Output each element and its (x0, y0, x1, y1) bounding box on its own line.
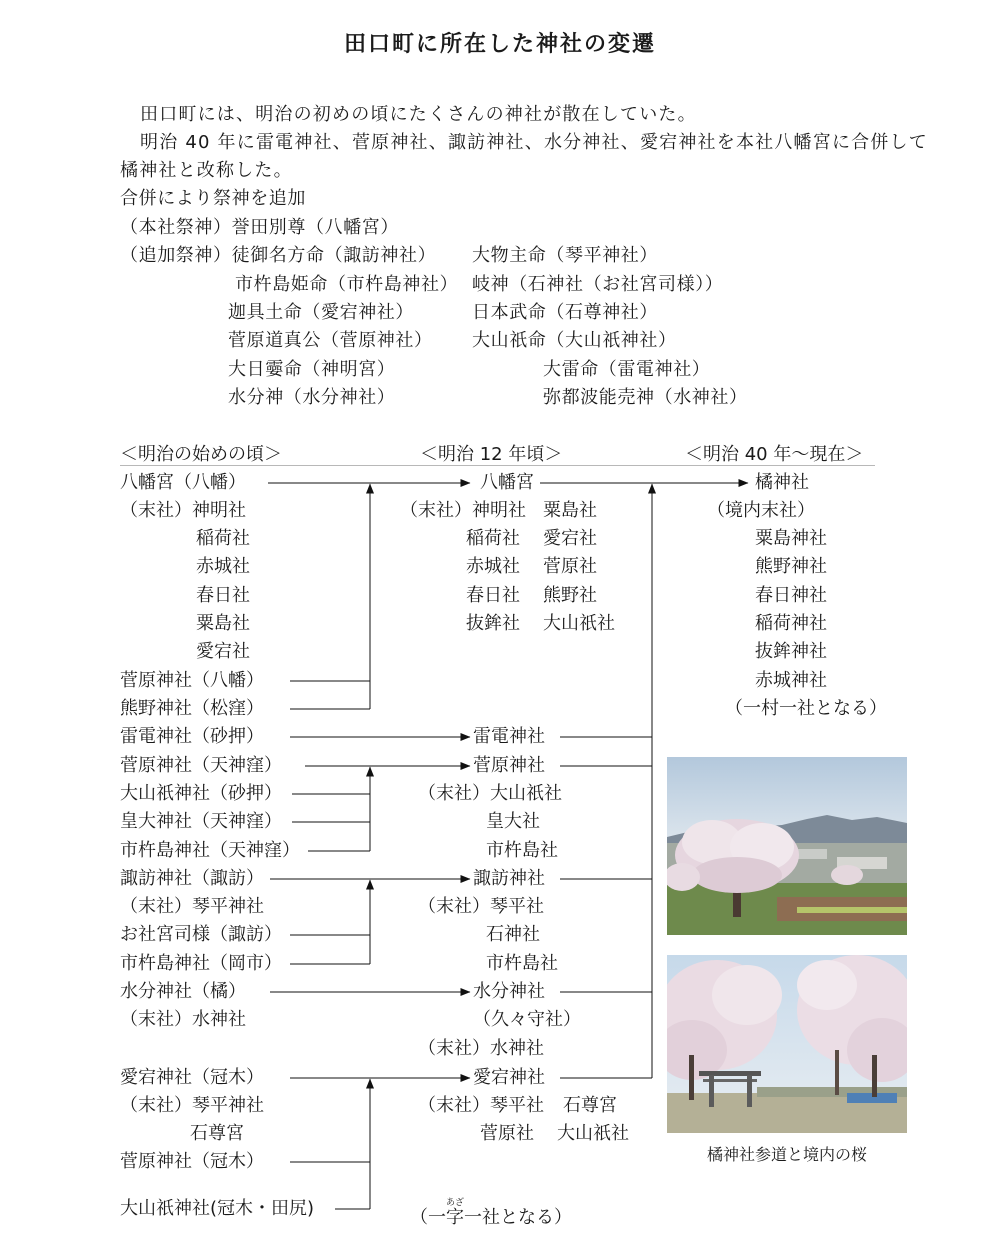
added-deity: 迦具土命（愛宕神社） (228, 302, 414, 323)
photo-caption: 橘神社参道と境内の桜 (706, 1145, 867, 1164)
early-shrine: 雷電神社（砂押） (120, 726, 264, 747)
added-deity: 大雷命（雷電神社） (543, 359, 711, 380)
meiji12-shrine: 八幡宮 (480, 472, 534, 493)
present-shrine: 橘神社 (755, 472, 809, 493)
meiji12-shrine: 春日社 (466, 585, 520, 606)
early-shrine: （末社）琴平神社 (120, 1095, 264, 1116)
early-shrine: 赤城社 (196, 556, 250, 577)
early-shrine: （末社）神明社 (120, 500, 246, 521)
meiji12-shrine: 石尊宮 (563, 1095, 617, 1116)
intro-line: 明治 40 年に雷電神社、菅原神社、諏訪神社、水分神社、愛宕神社を本社八幡宮に合併して (140, 132, 928, 153)
meiji12-shrine: （末社）琴平社 (418, 1095, 544, 1116)
early-shrine: 菅原神社（冠木） (120, 1151, 264, 1172)
period-header-present: ＜明治 40 年～現在＞ (685, 444, 864, 465)
present-shrine: 熊野神社 (755, 556, 827, 577)
shrine-photo-graphic (667, 955, 907, 1133)
aza-reading: あざ (446, 1198, 465, 1208)
meiji12-shrine: 皇大社 (486, 811, 540, 832)
early-shrine: 八幡宮（八幡） (120, 472, 246, 493)
meiji12-shrine: 市杵島社 (486, 953, 558, 974)
added-deity: 日本武命（石尊神社） (472, 302, 658, 323)
present-shrine: 春日神社 (755, 585, 827, 606)
early-shrine: お社宮司様（諏訪） (120, 924, 282, 945)
meiji12-shrine: 稲荷社 (466, 528, 520, 549)
added-deity: 岐神（石神社（お社宮司様）） (472, 274, 724, 295)
meiji12-shrine: （末社）神明社 (400, 500, 526, 521)
meiji12-shrine: 熊野社 (543, 585, 597, 606)
meiji12-shrine: （末社）水神社 (418, 1038, 544, 1059)
period-header-meiji12: ＜明治 12 年頃＞ (420, 444, 563, 465)
aza-note-suffix: 一社となる） (464, 1207, 572, 1228)
added-deity: 大物主命（琴平神社） (472, 245, 658, 266)
meiji12-shrine: （末社）大山祇社 (418, 783, 562, 804)
aza-note-prefix: （一 (410, 1207, 446, 1228)
added-deity: 水分神（水分神社） (228, 387, 396, 408)
intro-line: 橘神社と改称した。 (120, 160, 293, 181)
added-deity: 菅原道真公（菅原神社） (228, 330, 433, 351)
deities-heading: 合併により祭神を追加 (120, 188, 306, 209)
meiji12-shrine: 愛宕神社 (473, 1067, 545, 1088)
meiji12-shrine: 菅原神社 (473, 755, 545, 776)
present-shrine: （境内末社） (707, 500, 815, 521)
early-shrine: 大山祇神社（砂押） (120, 783, 282, 804)
meiji12-shrine: （久々守社） (473, 1009, 581, 1030)
early-shrine: 市杵島神社（天神窪） (120, 840, 300, 861)
added-deity: 大山祇命（大山祇神社） (472, 330, 677, 351)
landscape-photo-graphic (667, 757, 907, 935)
meiji12-shrine: 菅原社 (543, 556, 597, 577)
present-shrine: 稲荷神社 (755, 613, 827, 634)
meiji12-shrine: 赤城社 (466, 556, 520, 577)
early-shrine: 石尊宮 (190, 1123, 244, 1144)
added-deity: 弥都波能売神（水神社） (543, 387, 748, 408)
early-shrine: 皇大神社（天神窪） (120, 811, 282, 832)
added-deity: （追加祭神）徒御名方命（諏訪神社） (120, 245, 437, 266)
present-shrine: 粟島神社 (755, 528, 827, 549)
early-shrine: 菅原神社（八幡） (120, 670, 264, 691)
meiji12-shrine: 菅原社 (480, 1123, 534, 1144)
aza-base: 字 (446, 1207, 464, 1228)
meiji12-shrine: 雷電神社 (473, 726, 545, 747)
page-title: 田口町に所在した神社の変遷 (343, 32, 656, 57)
early-shrine: 春日社 (196, 585, 250, 606)
header-divider (120, 465, 875, 466)
aza-note (410, 1198, 572, 1229)
early-shrine: 水分神社（橘） (120, 981, 246, 1002)
photo-hillside-cherry-view (667, 757, 907, 935)
main-deity: （本社祭神）誉田別尊（八幡宮） (120, 217, 399, 238)
present-shrine: （一村一社となる） (725, 698, 887, 719)
present-shrine: 抜鉾神社 (755, 641, 827, 662)
meiji12-shrine: 粟島社 (543, 500, 597, 521)
meiji12-shrine: 大山祇社 (557, 1123, 629, 1144)
meiji12-shrine: 市杵島社 (486, 840, 558, 861)
early-shrine: 愛宕社 (196, 641, 250, 662)
meiji12-shrine: 石神社 (486, 924, 540, 945)
added-deity: 市杵島姫命（市杵島神社） (235, 274, 459, 295)
meiji12-shrine: 大山祇社 (543, 613, 615, 634)
intro-line: 田口町には、明治の初めの頃にたくさんの神社が散在していた。 (140, 104, 697, 125)
meiji12-shrine: 愛宕社 (543, 528, 597, 549)
early-shrine: 粟島社 (196, 613, 250, 634)
early-shrine: 愛宕神社（冠木） (120, 1067, 264, 1088)
period-header-early: ＜明治の始めの頃＞ (120, 444, 282, 465)
early-shrine: 稲荷社 (196, 528, 250, 549)
early-shrine: 市杵島神社（岡市） (120, 953, 282, 974)
present-shrine: 赤城神社 (755, 670, 827, 691)
meiji12-shrine: 抜鉾社 (466, 613, 520, 634)
early-shrine: （末社）琴平神社 (120, 896, 264, 917)
early-shrine: 菅原神社（天神窪） (120, 755, 282, 776)
added-deity: 大日孁命（神明宮） (228, 359, 396, 380)
early-shrine: 熊野神社（松窪） (120, 698, 264, 719)
early-shrine: 諏訪神社（諏訪） (120, 868, 264, 889)
meiji12-shrine: （末社）琴平社 (418, 896, 544, 917)
early-shrine: （末社）水神社 (120, 1009, 246, 1030)
early-shrine: 大山祇神社(冠木・田尻) (120, 1198, 315, 1219)
aza-ruby (446, 1198, 465, 1228)
photo-shrine-approach-cherry (667, 955, 907, 1133)
meiji12-shrine: 諏訪神社 (473, 868, 545, 889)
meiji12-shrine: 水分神社 (473, 981, 545, 1002)
